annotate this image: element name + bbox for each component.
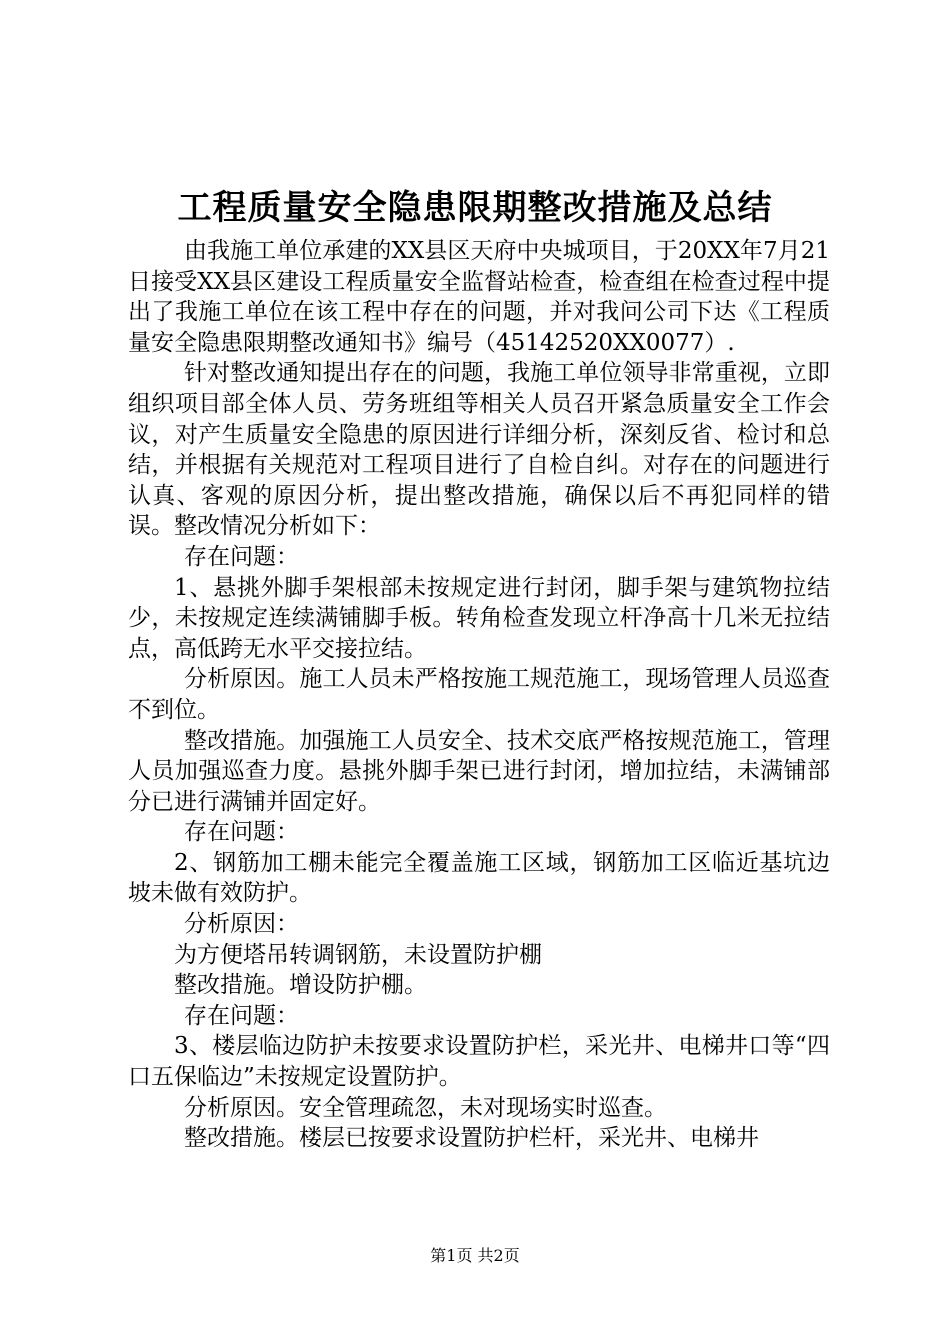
cause-1-text: 分析原因。施工人员未严格按施工规范施工，现场管理人员巡查不到位。 <box>128 666 830 723</box>
problem-3-text: 3、楼层临边防护未按要求设置防护栏，采光井、电梯井口等“四口五保临边”未按规定设置防护。 <box>128 1033 830 1091</box>
measure-1-text: 整改措施。加强施工人员安全、技术交底严格按规范施工，管理人员加强巡查力度。悬挑外脚手架已进行封闭，增加拉结，未满铺部分已进行满铺并固定好。 <box>128 727 830 815</box>
cause-3-text: 分析原因。安全管理疏忽，未对现场实时巡查。 <box>184 1094 667 1121</box>
problem-1-text: 1、悬挑外脚手架根部未按规定进行封闭，脚手架与建筑物拉结少，未按规定连续满铺脚手板。转角检查发现立杆净高十几米无拉结点，高低跨无水平交接拉结。 <box>128 574 830 662</box>
measure-2-text: 整改措施。增设防护棚。 <box>174 972 427 999</box>
measure-3-text: 整改措施。楼层已按要求设置防护栏杆，采光井、电梯井 <box>184 1125 759 1152</box>
problem-2-text: 2、钢筋加工棚未能完全覆盖施工区域，钢筋加工区临近基坑边坡未做有效防护。 <box>128 849 830 907</box>
heading-problem-3: 存在问题： <box>184 1002 299 1029</box>
document-title: 工程质量安全隐患限期整改措施及总结 <box>177 188 773 228</box>
cause-2-text: 为方便塔吊转调钢筋，未设置防护棚 <box>174 941 542 968</box>
page-number-footer: 第1页 共2页 <box>430 1246 520 1265</box>
paragraph-response: 针对整改通知提出存在的问题，我施工单位领导非常重视，立即组织项目部全体人员、劳务班组等相关人员召开紧急质量安全工作会议，对产生质量安全隐患的原因进行详细分析，深刻反省、检讨和总结，并根据有关规范对工程项目进行了自检自纠。对存在的问题进行认真、客观的原因分析，提出整改措施，确保以后不再犯同样的错误。整改情况分析如下： <box>128 360 830 540</box>
paragraph-intro: 由我施工单位承建的XX县区天府中央城项目，于20XX年7月21日接受XX县区建设工程质量安全监督站检查，检查组在检查过程中提出了我施工单位在该工程中存在的问题，并对我问公司下达《工程质量安全隐患限期整改通知书》编号（45142520XX0077）. <box>128 238 830 356</box>
document-body <box>128 236 830 1154</box>
heading-cause-2: 分析原因： <box>184 911 299 938</box>
heading-problem-1: 存在问题： <box>184 543 299 570</box>
heading-problem-2: 存在问题： <box>184 819 299 846</box>
